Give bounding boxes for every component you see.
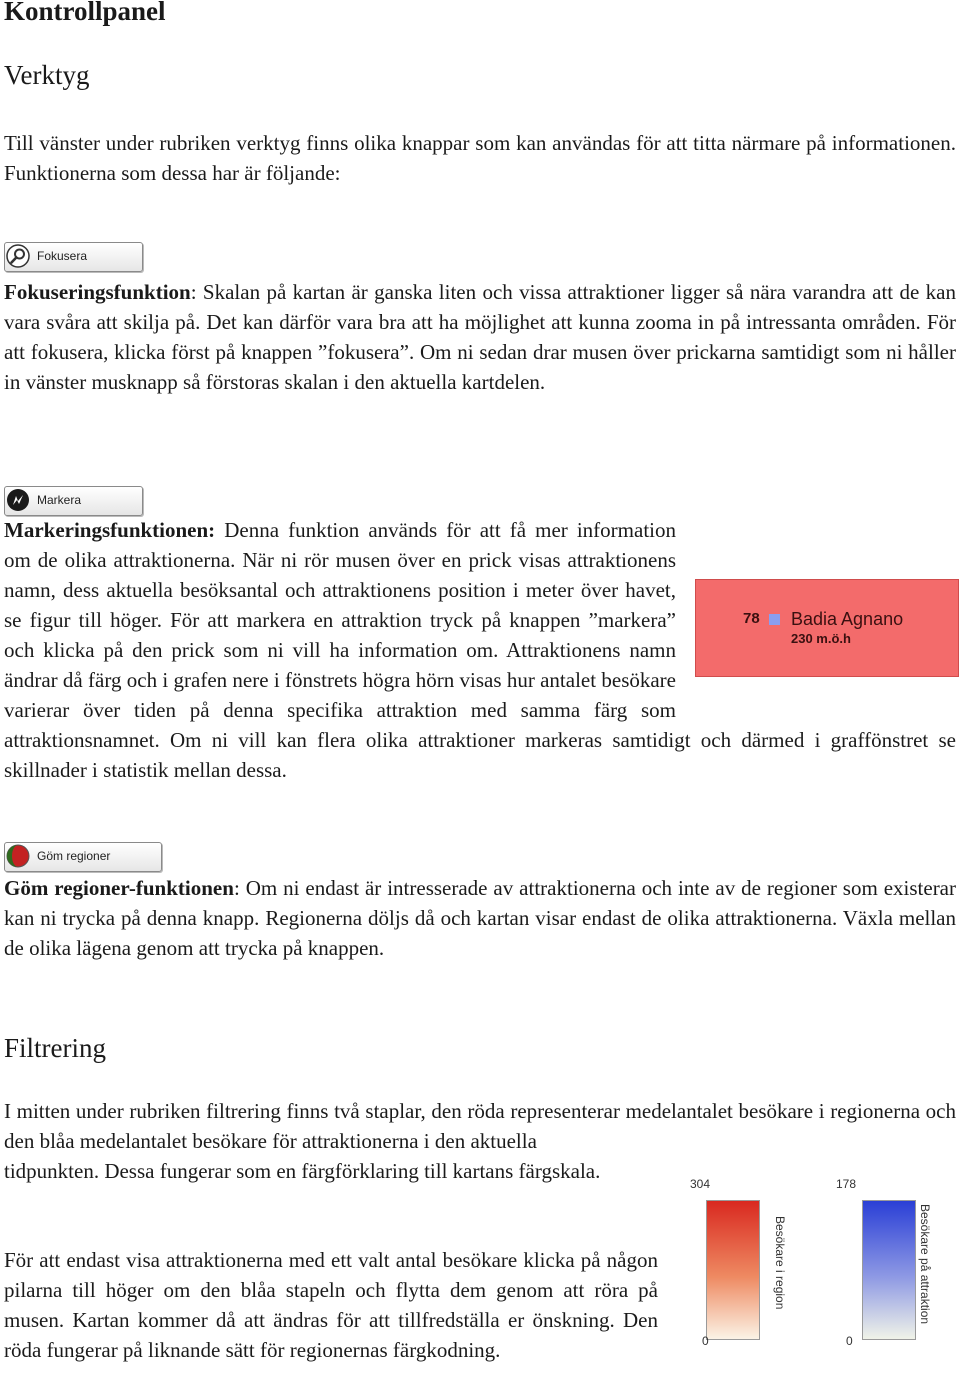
markera-title: Markeringsfunktionen: xyxy=(4,518,216,542)
fokusera-button-label: Fokusera xyxy=(37,249,88,263)
blue-attraction-bar[interactable] xyxy=(862,1200,916,1340)
verktyg-intro: Till vänster under rubriken verktyg finns olika knappar som kan användas för att titta närmare på informationen. Funktionerna som dessa har är följande: xyxy=(4,131,956,185)
red-bar-min: 0 xyxy=(702,1334,709,1348)
gom-regioner-button[interactable] xyxy=(4,842,162,872)
filtrering-para1-wrapped: tidpunkten. Dessa fungerar som en färgförklaring till kartans färgskala. xyxy=(4,1159,601,1183)
popup-attraction-name: Badia Agnano xyxy=(791,609,904,629)
markera-button-label: Markera xyxy=(37,493,82,507)
attraction-info-popup xyxy=(695,579,959,677)
red-bar-max: 304 xyxy=(690,1177,711,1191)
popup-color-square xyxy=(769,614,780,625)
blue-bar-min: 0 xyxy=(846,1334,853,1348)
fokusera-button[interactable] xyxy=(4,242,143,272)
popup-visitor-count: 78 xyxy=(743,610,760,627)
fokusera-text: : Skalan på kartan är ganska liten och vissa attraktioner ligger så nära varandra att de kan vara svåra att skilja på. Det kan därför vara bra att ha möjlighet att kunna zooma in på intressanta områden. För att fokusera, klicka först på knappen ”fokusera”. Om ni sedan drar musen över prickarna samtidigt som ni håller in vänster musknapp så förstoras skalan i den aktuella kartdelen. xyxy=(4,280,956,394)
fokusera-description xyxy=(4,277,956,397)
section-heading-filtrering: Filtrering xyxy=(4,1033,106,1063)
blue-bar-max: 178 xyxy=(836,1177,857,1191)
markera-button[interactable] xyxy=(4,486,143,516)
gom-regioner-button-label: Göm regioner xyxy=(37,849,111,863)
gom-text: : Om ni endast är intresserade av attraktionerna och inte av de regioner som existerar kan ni trycka på denna knapp. Regionerna döljs då och kartan visar endast de olika attraktionerna. Växla mellan de olika lägena genom att trycka på knappen. xyxy=(4,876,957,960)
pointer-icon xyxy=(6,488,30,512)
filtrering-para2: För att endast visa attraktionerna med ett valt antal besökare klicka på någon pilarna till höger om den blåa stapeln och flytta dem genom att röra på musen. Kartan kommer då att ändras för att tillfredställa er önskning. Den röda fungerar på liknande sätt för regionernas färgkodning. xyxy=(4,1248,658,1362)
gom-title: Göm regioner-funktionen xyxy=(4,876,234,900)
region-toggle-icon xyxy=(6,844,30,868)
markera-text-1: Denna funktion används för att få mer information om de olika attraktionerna. När ni rör musen över en prick visas attraktionens namn, dess aktuella besöksantal och attraktionens position i meter över havet, se figur till höger. För att markera en attraktion tryck på knappen ”markera” och klicka på den prick som ni vill ha information om. Attraktionens namn ändrar då färg och i grafen nere i fönstrets xyxy=(4,518,676,692)
blue-bar-label: Besökare på attraktion xyxy=(918,1204,932,1325)
fokusera-title: Fokuseringsfunktion xyxy=(4,280,191,304)
red-region-bar[interactable] xyxy=(706,1200,760,1340)
filtrering-para1-full: I mitten under rubriken filtrering finns två staplar, den röda representerar medelantalet besökare i regionerna och den blåa medelantalet besökare för attraktionerna i den aktuella xyxy=(4,1099,956,1153)
red-bar-label: Besökare i region xyxy=(773,1216,787,1310)
section-heading-verktyg: Verktyg xyxy=(4,60,90,90)
gom-description xyxy=(4,873,956,963)
page-title: Kontrollpanel xyxy=(4,0,166,26)
markera-text-2: högra hörn visas hur antalet besökare varierar över tiden på denna specifika attraktion med samma färg som attraktionsnamnet. Om ni vill kan flera olika attraktioner markeras samtidigt och därmed i graffönstret se skillnader i statistik mellan dessa. xyxy=(4,668,956,782)
magnifier-icon xyxy=(6,244,30,268)
popup-altitude: 230 m.ö.h xyxy=(791,631,851,646)
